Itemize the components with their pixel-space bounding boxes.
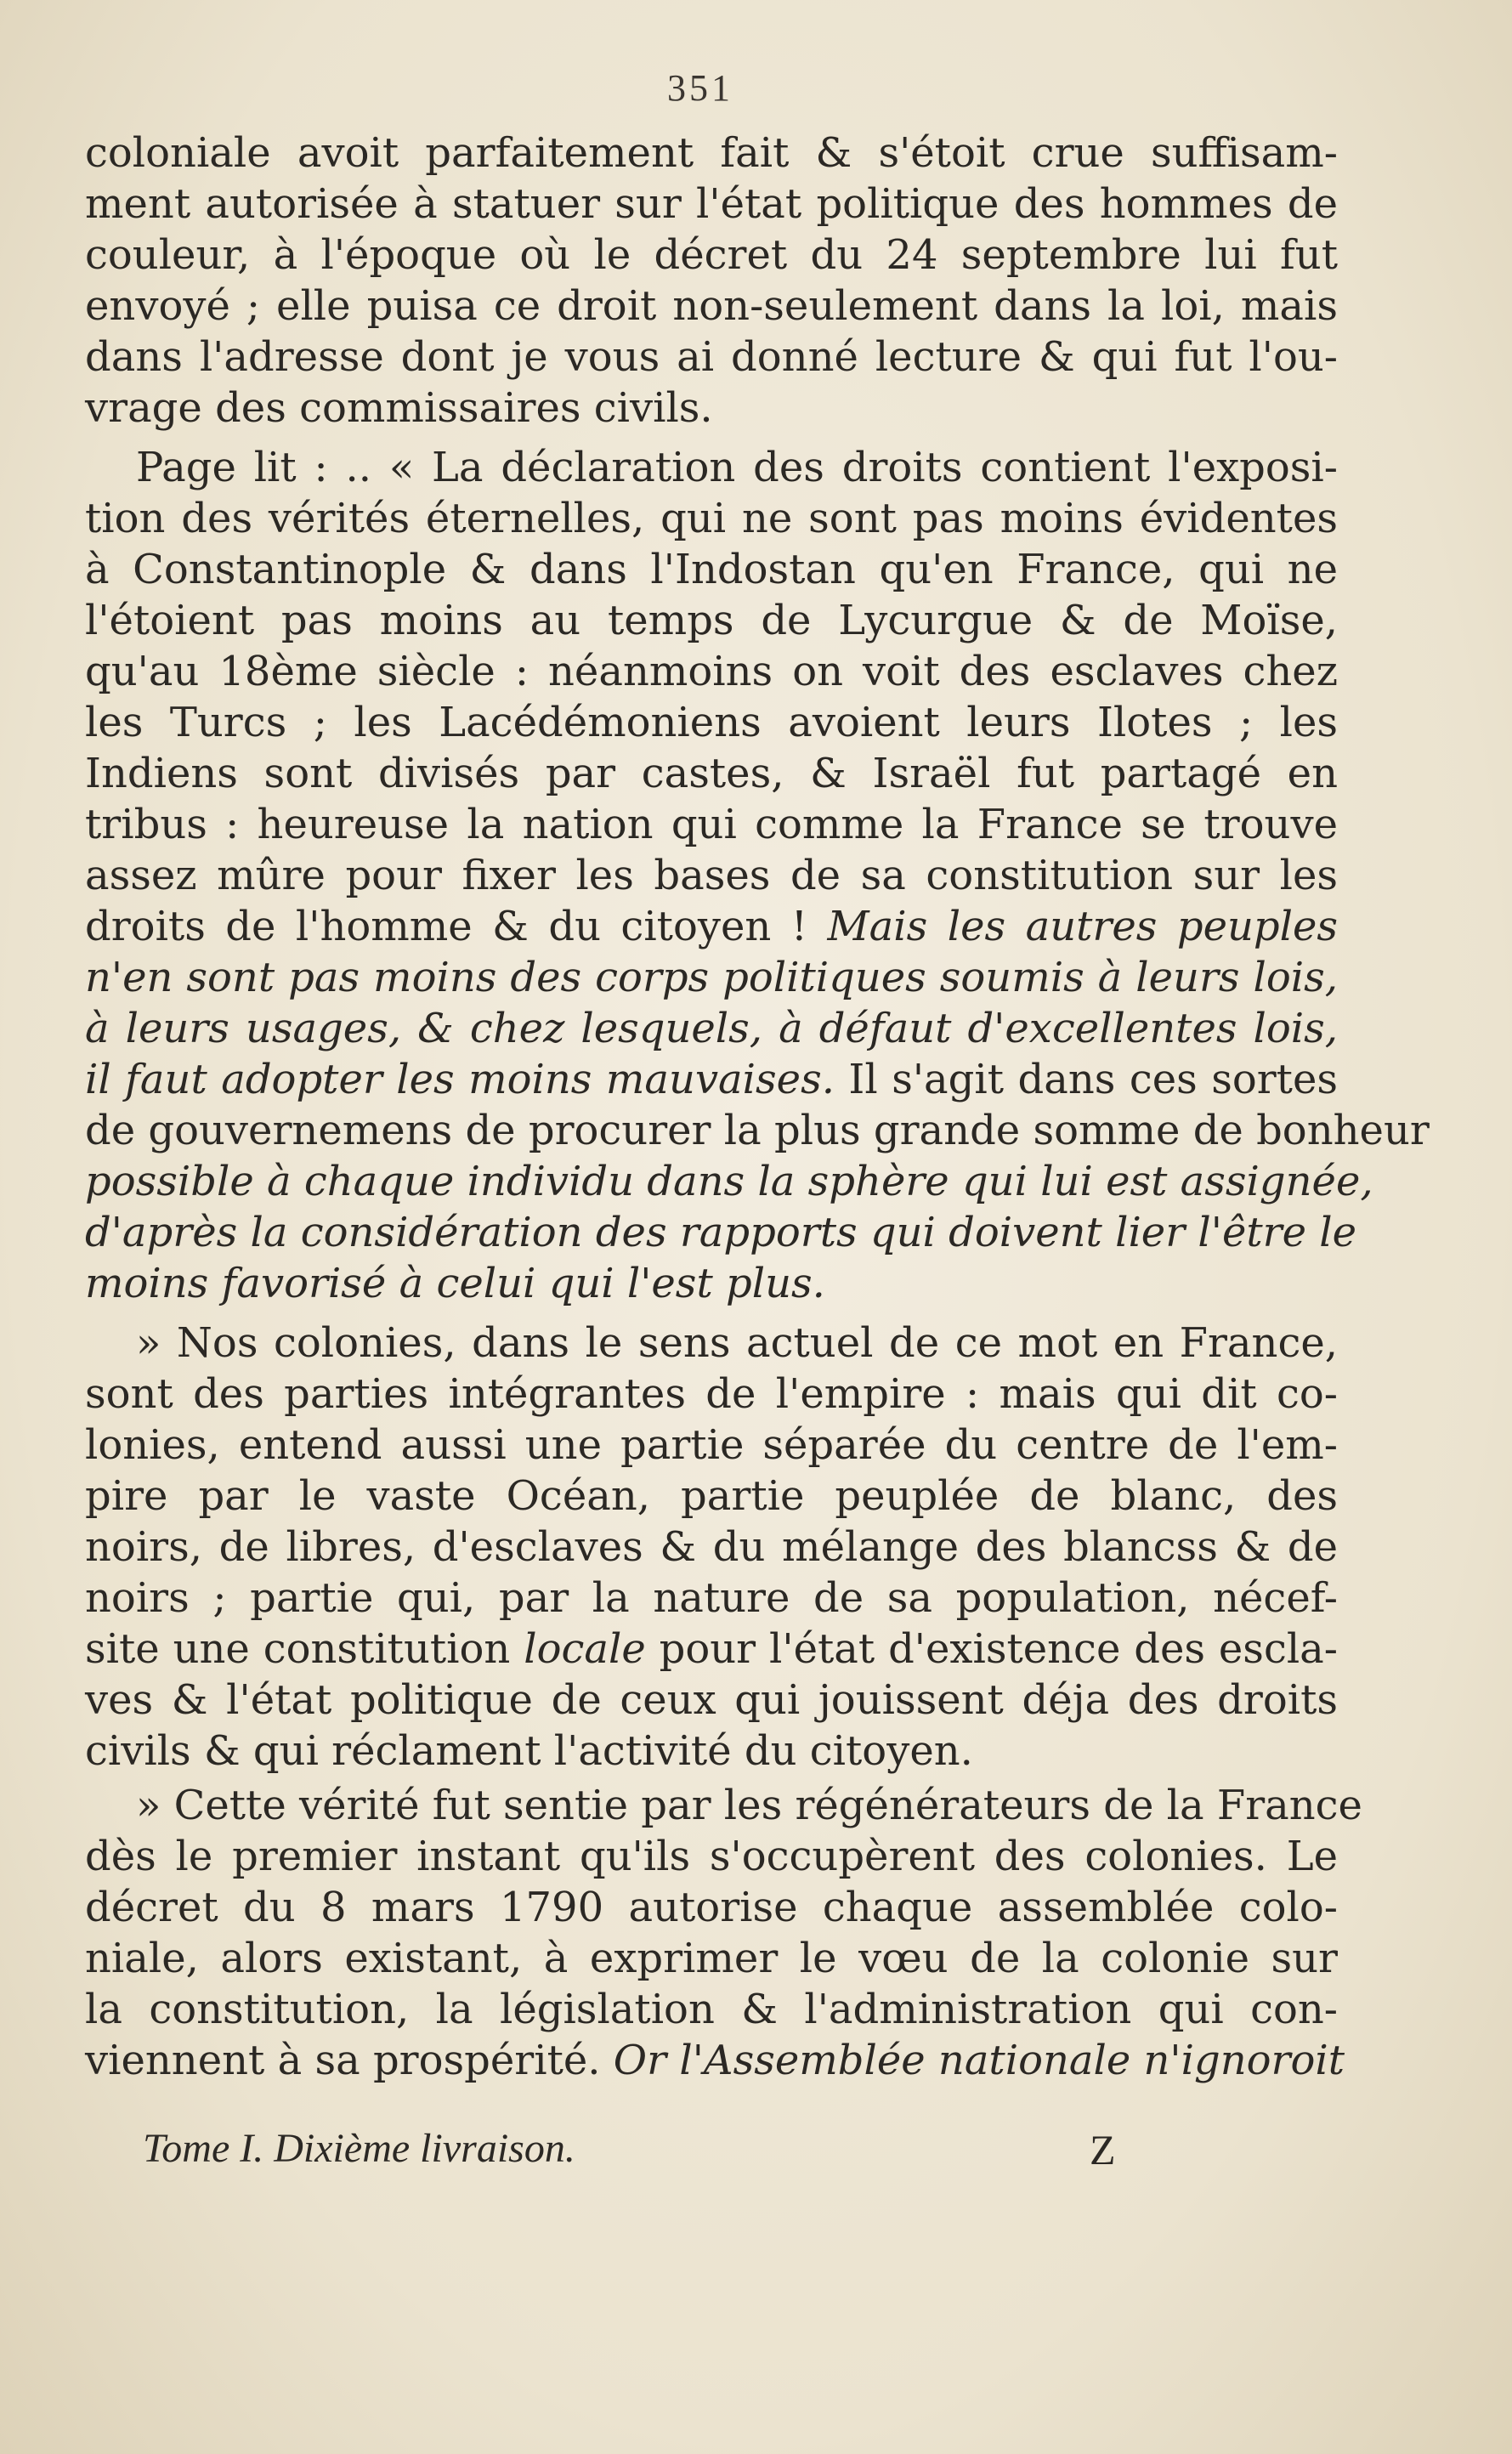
text-line: civils & qui réclament l'activité du citoyen. bbox=[85, 1727, 973, 1775]
text-line: de gouvernemens de procurer la plus grande somme de bonheur bbox=[85, 1107, 1430, 1154]
text-line bbox=[85, 1624, 1338, 1675]
text-line: la constitution, la législation & l'administration qui con- bbox=[85, 1986, 1338, 2033]
text-line: Indiens sont divisés par castes, & Israël fut partagé en bbox=[85, 750, 1338, 797]
text-span: il faut adopter les moins mauvaises. bbox=[85, 1056, 835, 1103]
body-text bbox=[85, 128, 1430, 2086]
text-line: coloniale avoit parfaitement fait & s'étoit crue suffisam- bbox=[85, 129, 1338, 177]
text-line: tribus : heureuse la nation qui comme la France se trouve bbox=[85, 801, 1338, 848]
text-span: droits de l'homme & du citoyen ! bbox=[85, 903, 828, 950]
text-line: » Nos colonies, dans le sens actuel de ce mot en France, bbox=[136, 1319, 1338, 1367]
text-span: Il s'agit dans ces sortes bbox=[834, 1056, 1339, 1103]
text-line: » Cette vérité fut sentie par les régénérateurs de la France bbox=[136, 1782, 1362, 1829]
text-span: pour l'état d'existence des escla- bbox=[645, 1625, 1339, 1673]
text-line: Page lit : .. « La déclaration des droits contient l'exposi- bbox=[136, 444, 1338, 491]
text-line: décret du 8 mars 1790 autorise chaque assemblée colo- bbox=[85, 1884, 1338, 1931]
text-span: Or l'Assemblée nationale n'ignoroit bbox=[613, 2037, 1345, 2084]
text-span: locale bbox=[524, 1625, 646, 1673]
text-line: ves & l'état politique de ceux qui jouissent déja des droits bbox=[85, 1676, 1338, 1724]
text-line: assez mûre pour fixer les bases de sa constitution sur les bbox=[85, 852, 1338, 899]
text-span: Mais les autres peuples bbox=[827, 903, 1339, 950]
text-line: tion des vérités éternelles, qui ne sont pas moins évidentes bbox=[85, 495, 1338, 542]
text-line: envoyé ; elle puisa ce droit non-seulement dans la loi, mais bbox=[85, 282, 1338, 330]
text-line: noirs ; partie qui, par la nature de sa population, nécef- bbox=[85, 1574, 1338, 1622]
text-line: à leurs usages, & chez lesquels, à défaut d'excellentes lois, bbox=[85, 1005, 1338, 1052]
text-line: dans l'adresse dont je vous ai donné lecture & qui fut l'ou- bbox=[85, 333, 1338, 381]
text-line: couleur, à l'époque où le décret du 24 septembre lui fut bbox=[85, 231, 1338, 279]
text-line: dès le premier instant qu'ils s'occupèrent des colonies. Le bbox=[85, 1833, 1338, 1880]
text-line bbox=[85, 901, 1338, 952]
text-line: moins favorisé à celui qui l'est plus. bbox=[85, 1260, 825, 1307]
text-line bbox=[85, 1054, 1338, 1105]
text-line: qu'au 18ème siècle : néanmoins on voit des esclaves chez bbox=[85, 648, 1338, 695]
text-line: sont des parties intégrantes de l'empire : mais qui dit co- bbox=[85, 1370, 1338, 1418]
text-line: noirs, de libres, d'esclaves & du mélange des blancss & de bbox=[85, 1523, 1338, 1571]
text-line: d'après la considération des rapports qui doivent lier l'être le bbox=[85, 1209, 1357, 1256]
text-line: pire par le vaste Océan, partie peuplée de blanc, des bbox=[85, 1472, 1338, 1520]
text-span: site une constitution bbox=[85, 1625, 524, 1673]
text-line: vrage des commissaires civils. bbox=[85, 384, 713, 432]
page-number: 351 bbox=[667, 67, 733, 109]
text-line bbox=[85, 2035, 1345, 2086]
text-line: ment autorisée à statuer sur l'état politique des hommes de bbox=[85, 180, 1338, 228]
text-line: possible à chaque individu dans la sphère qui lui est assignée, bbox=[85, 1158, 1373, 1205]
text-line: à Constantinople & dans l'Indostan qu'en France, qui ne bbox=[85, 546, 1338, 593]
text-line: lonies, entend aussi une partie séparée du centre de l'em- bbox=[85, 1421, 1338, 1469]
text-span: viennent à sa prospérité. bbox=[85, 2037, 614, 2084]
signature-line: Tome I. Dixième livraison. bbox=[143, 2126, 575, 2171]
signature-mark: Z bbox=[1090, 2126, 1116, 2173]
text-line: les Turcs ; les Lacédémoniens avoient leurs Ilotes ; les bbox=[85, 699, 1338, 746]
text-line: n'en sont pas moins des corps politiques soumis à leurs lois, bbox=[85, 954, 1338, 1001]
text-line: niale, alors existant, à exprimer le vœu de la colonie sur bbox=[85, 1935, 1338, 1982]
text-line: l'étoient pas moins au temps de Lycurgue & de Moïse, bbox=[85, 597, 1338, 644]
